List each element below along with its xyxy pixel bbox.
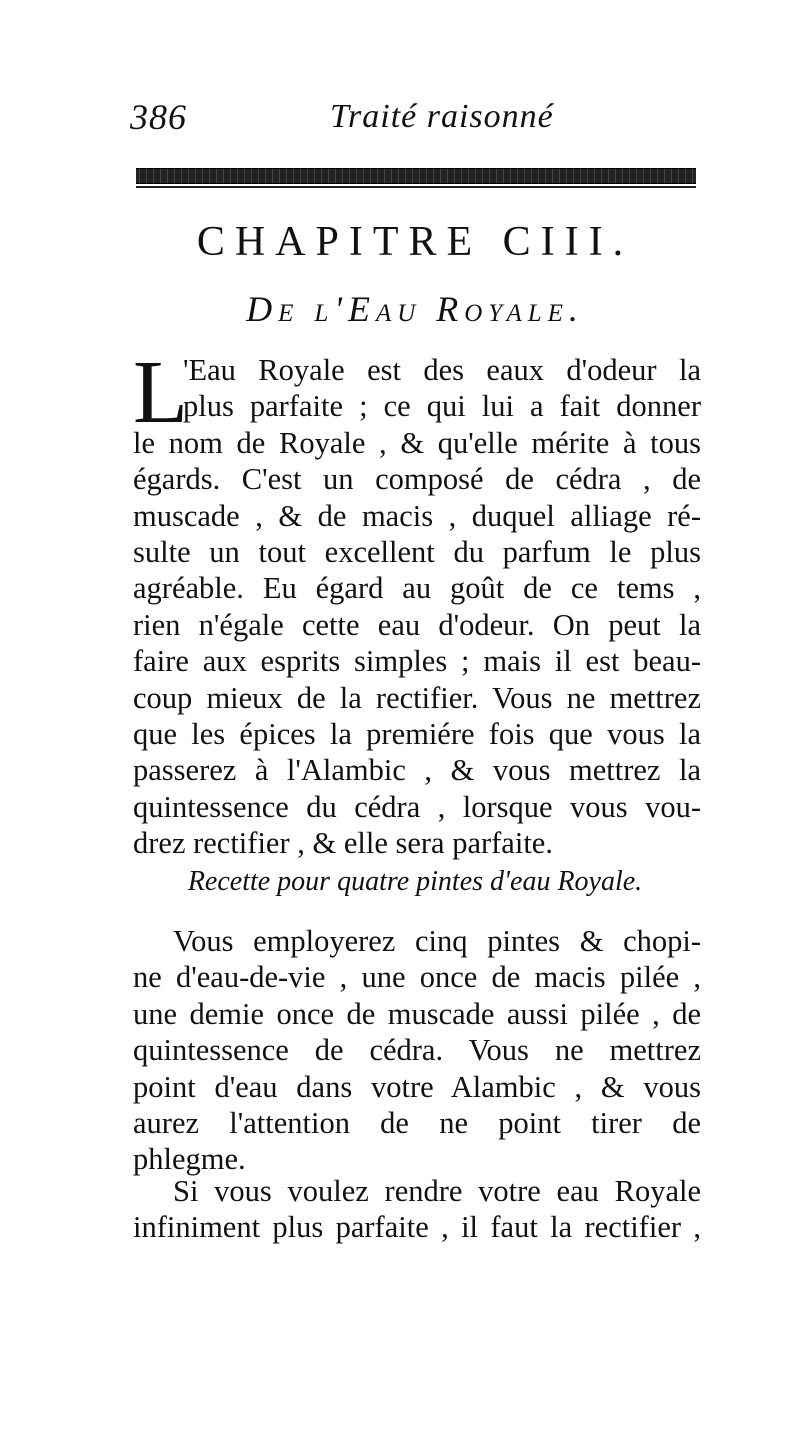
recipe-heading: Recette pour quatre pintes d'eau Royale. bbox=[187, 866, 643, 897]
text-line: infiniment plus parfaite , il faut la rectifier , bbox=[133, 1210, 701, 1245]
text-line: sulte un tout excellent du parfum le plus bbox=[133, 534, 701, 569]
text-line: que les épices la premiére fois que vous la bbox=[133, 716, 701, 751]
text-line: Si vous voulez rendre votre eau Royale bbox=[173, 1174, 701, 1208]
page-header bbox=[130, 96, 700, 146]
text-line: coup mieux de la rectifier. Vous ne mettrez bbox=[133, 680, 701, 715]
text-line: point d'eau dans votre Alambic , & vous bbox=[133, 1069, 701, 1104]
paragraph-rectify bbox=[133, 1173, 701, 1246]
text-line: égards. C'est un composé de cédra , de bbox=[133, 462, 701, 497]
chapter-title: CHAPITRE CIII. bbox=[196, 219, 634, 265]
running-head: Traité raisonné bbox=[330, 98, 554, 135]
drop-cap: L bbox=[133, 343, 188, 442]
text-line: faire aux esprits simples ; mais il est beau- bbox=[133, 644, 701, 679]
text-line: muscade , & de macis , duquel alliage ré- bbox=[133, 498, 701, 533]
paragraph-intro bbox=[133, 343, 701, 861]
text-line: Vous employerez cinq pintes & chopi- bbox=[173, 924, 701, 958]
text-line: quintessence de cédra. Vous ne mettrez bbox=[133, 1033, 701, 1068]
text-line: 'Eau Royale est des eaux d'odeur la bbox=[183, 353, 701, 387]
chapter-subtitle: De l'Eau Royale. bbox=[246, 289, 584, 329]
text-line: phlegme. bbox=[133, 1142, 246, 1177]
header-divider bbox=[136, 186, 696, 188]
text-line: quintessence du cédra , lorsque vous vou- bbox=[133, 789, 701, 824]
text-line: passerez à l'Alambic , & vous mettrez la bbox=[133, 753, 701, 788]
ornamental-rule bbox=[136, 168, 696, 184]
text-line: rien n'égale cette eau d'odeur. On peut la bbox=[133, 607, 701, 642]
text-line: le nom de Royale , & qu'elle mérite à tous bbox=[133, 425, 701, 460]
page-number: 386 bbox=[130, 97, 187, 137]
text-line: une demie once de muscade aussi pilée , de bbox=[133, 996, 701, 1031]
text-line: agréable. Eu égard au goût de ce tems , bbox=[133, 571, 701, 606]
text-line: ne d'eau-de-vie , une once de macis pilée , bbox=[133, 960, 701, 995]
text-line: plus parfaite ; ce qui lui a fait donner bbox=[183, 389, 701, 424]
text-line: aurez l'attention de ne point tirer de bbox=[133, 1105, 701, 1140]
paragraph-recipe bbox=[133, 923, 701, 1178]
text-line: drez rectifier , & elle sera parfaite. bbox=[133, 826, 553, 861]
